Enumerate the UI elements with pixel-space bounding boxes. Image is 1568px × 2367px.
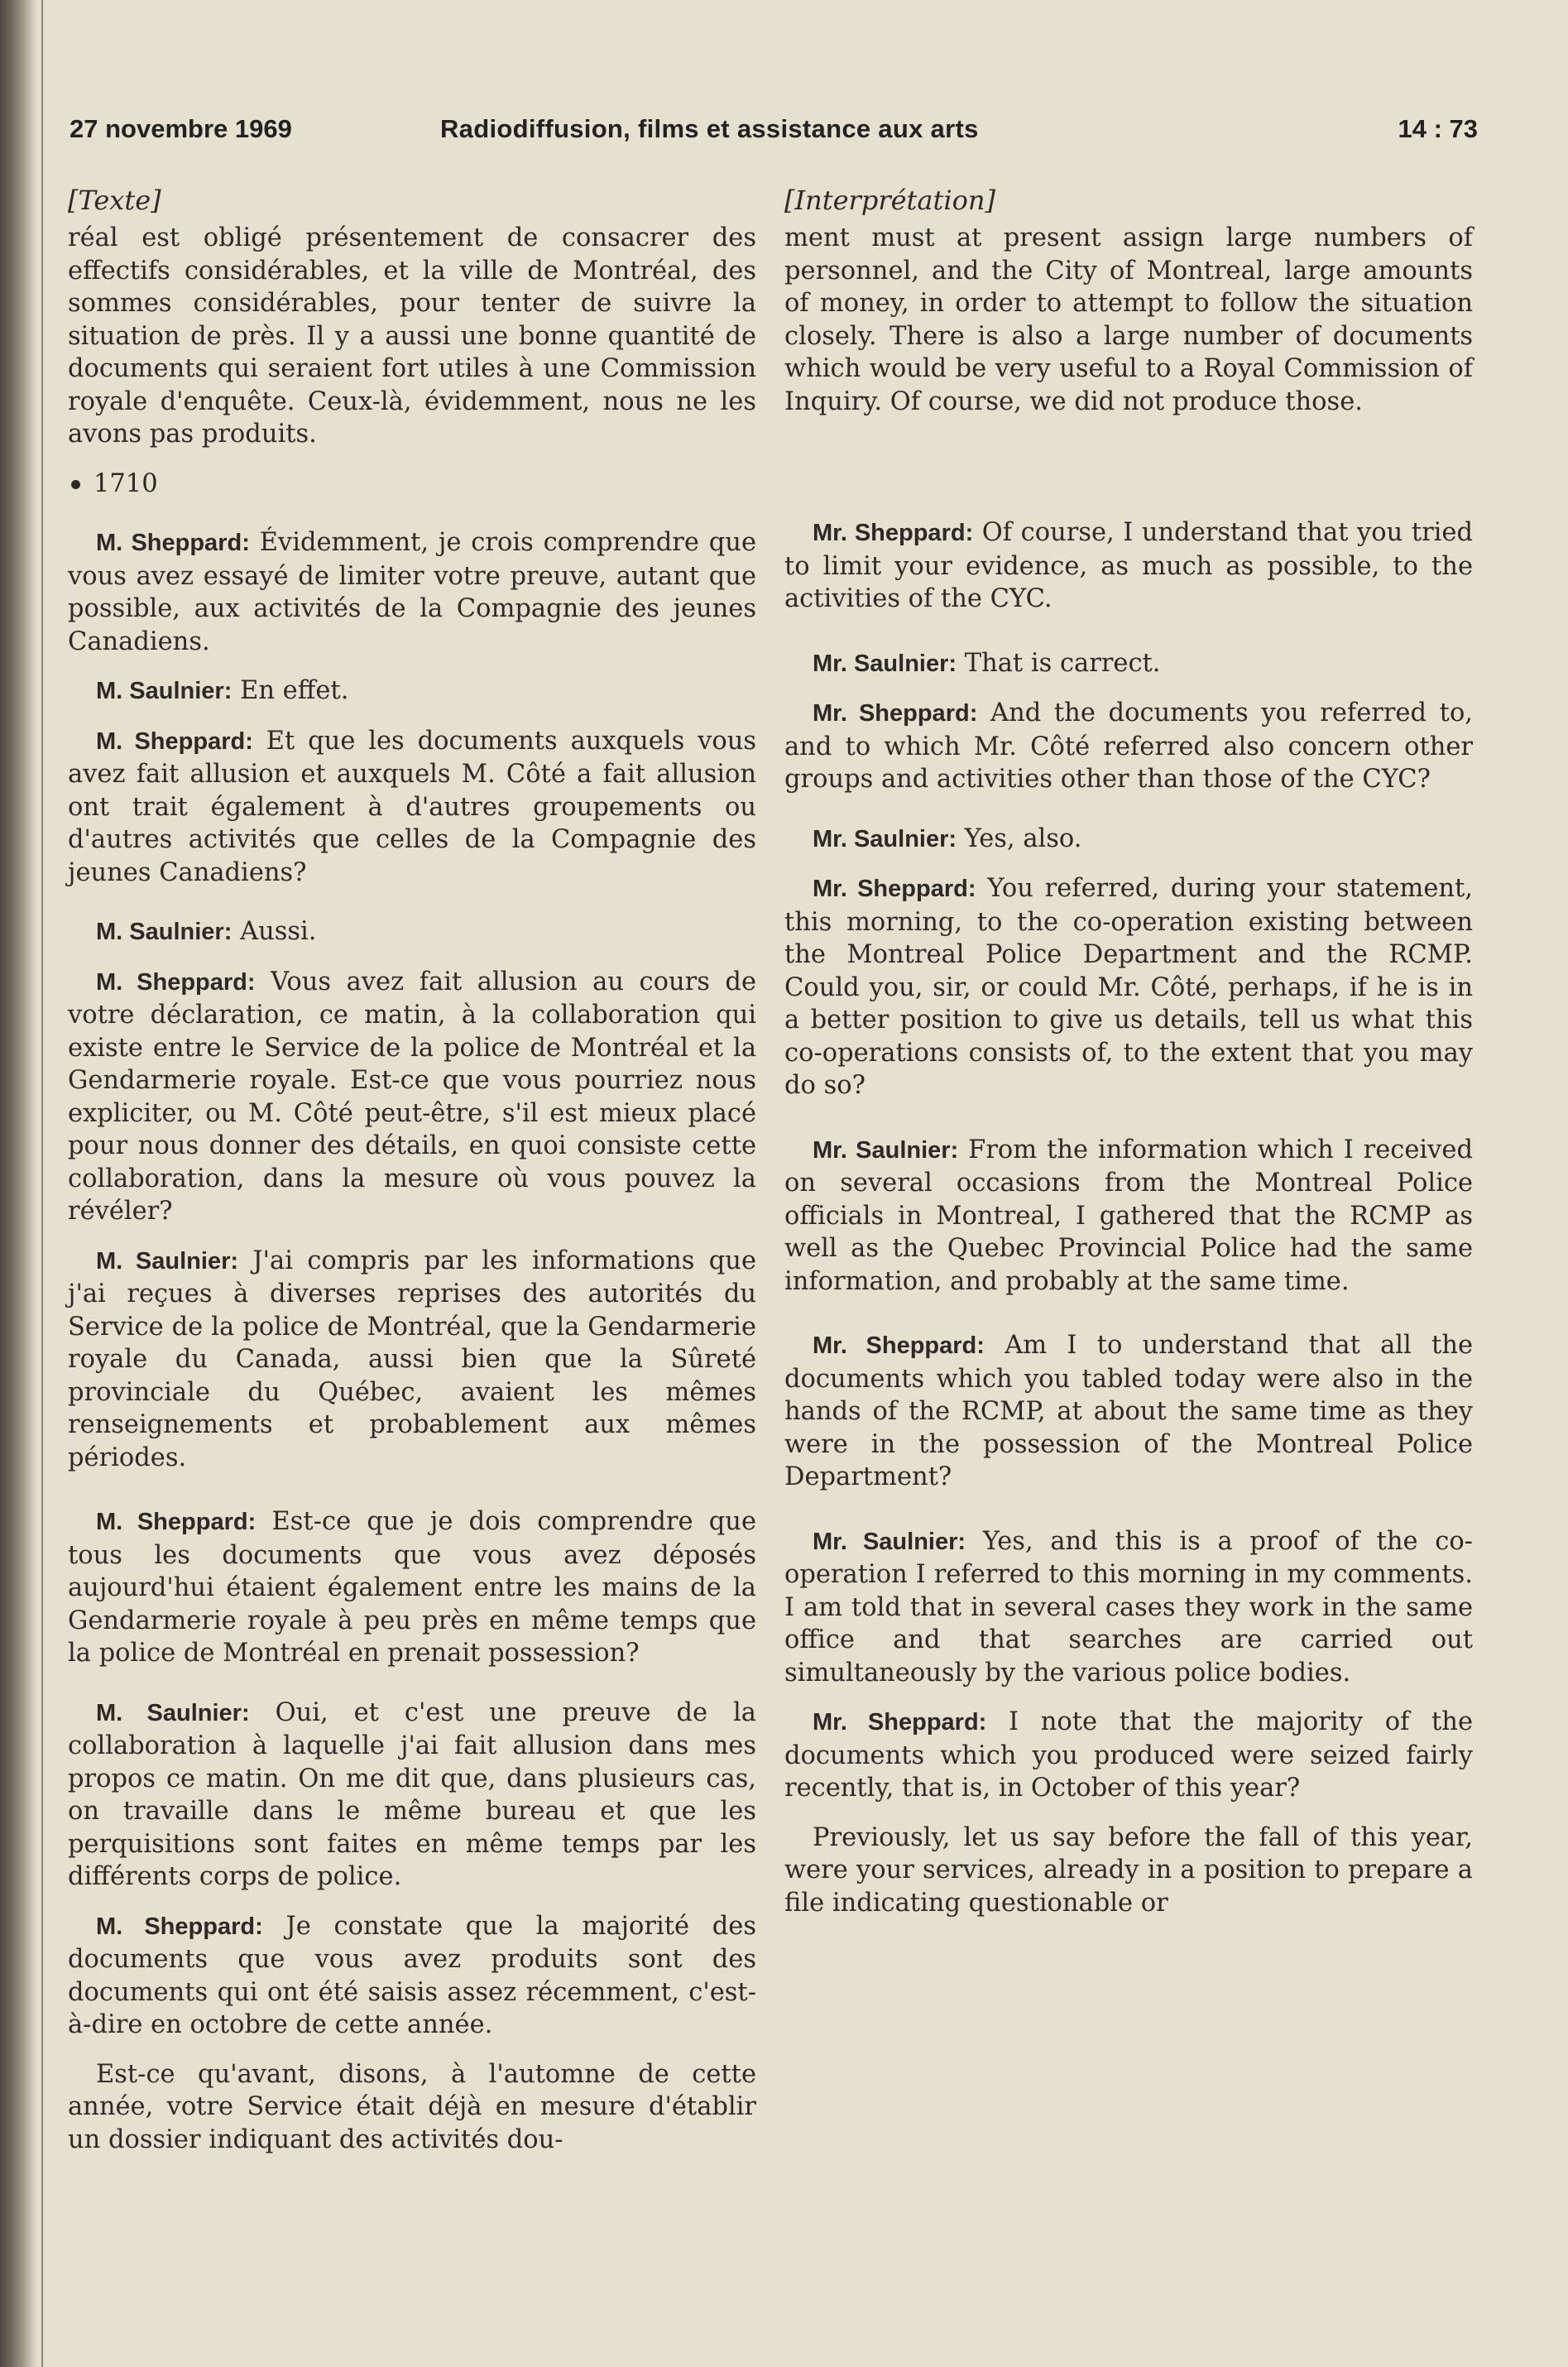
speech-text: That is carrect.: [964, 648, 1161, 678]
speech-text: You referred, during your statement, this morning, to the co-operation existing between the Montreal Police Department and the RCMP. Could you, sir, or could Mr. Côté, perhaps, if he is in a better position to give us details, tell us what this co-operations consists of, to the extent that you may do so?: [784, 874, 1474, 1100]
speech-text: Je constate que la majorité des documents que vous avez produits sont des documents qui ont été saisis assez récemment, c'est-à-dire en octobre de cette année.: [68, 1911, 756, 2039]
speaker-name: M. Sheppard:: [96, 1913, 263, 1940]
dialogue-entry: [68, 725, 756, 890]
speaker-name: Mr. Saulnier:: [813, 1136, 959, 1164]
speaker-name: Mr. Sheppard:: [813, 876, 976, 902]
binding-edge: [41, 0, 43, 2367]
speaker-name: Mr. Saulnier:: [813, 650, 957, 677]
speech-text: Yes, also.: [964, 823, 1082, 853]
speech-text: Aussi.: [240, 917, 317, 946]
speaker-name: Mr. Sheppard:: [813, 520, 974, 546]
column-label-interpretation: [Interprétation]: [784, 185, 995, 216]
dialogue-entry: [784, 1329, 1473, 1494]
speaker-name: M. Saulnier:: [96, 678, 233, 704]
speaker-name: M. Sheppard:: [96, 727, 253, 755]
dialogue-entry: [68, 966, 756, 1228]
dialogue-entry: [68, 1245, 756, 1475]
speaker-name: M. Sheppard:: [96, 1509, 257, 1535]
right-column-english: [784, 184, 1473, 1919]
dialogue-entry: [68, 1697, 756, 1894]
speech-text: J'ai compris par les informations que j'ai reçues à diverses reprises des autorités du Service de la police de Montréal, que la Gendarmerie royale du Canada, aussi bien que la Sûreté provinciale du Québec, avaient les mêmes renseignements et probablement aux mêmes périodes.: [68, 1246, 756, 1472]
time-marker: [68, 468, 756, 501]
intro-paragraph: réal est obligé présentement de consacrer des effectifs considérables, et la ville de Montréal, des sommes considérables, pour tenter de suivre la situation de près. Il y a aussi une bonne quantité de documents qui seraient fort utiles à une Commission royale d'enquête. Ceux-là, évidemment, nous ne les avons pas produits.: [68, 223, 756, 449]
time-marker-label: 1710: [94, 468, 158, 498]
speaker-name: Mr. Sheppard:: [813, 1709, 987, 1736]
speech-text: Of course, I understand that you tried to limit your evidence, as much as possible, to the activities of the CYC.: [784, 518, 1473, 613]
speaker-name: M. Sheppard:: [96, 968, 256, 996]
speaker-name: M. Saulnier:: [96, 1247, 239, 1275]
dialogue-entry: [784, 516, 1473, 616]
column-label-texte: [Texte]: [68, 185, 161, 216]
dialogue-entry: [784, 1134, 1473, 1299]
speech-text: En effet.: [240, 676, 349, 705]
header-date: 27 novembre 1969: [70, 114, 292, 143]
dialogue-entry: [68, 675, 756, 708]
dialogue-entry: [784, 697, 1473, 796]
header-page-number: 14 : 73: [1398, 114, 1478, 143]
dialogue-entry: [784, 647, 1473, 681]
speech-text: Vous avez fait allusion au cours de votre déclaration, ce matin, à la collaboration qui existe entre le Service de la police de Montréal et la Gendarmerie royale. Est-ce que vous pourriez nous expliciter, ou M. Côté peut-être, s'il est mieux placé pour nous donner des détails, en quoi consiste cette collaboration, dans la mesure où vous pouvez la révéler?: [68, 967, 757, 1226]
speech-text: Est-ce que je dois comprendre que tous les documents que vous avez déposés aujourd'hui étaient également entre les mains de la Gendarmerie royale à peu près en même temps que la police de Montréal en prenait possession?: [68, 1507, 756, 1668]
intro-paragraph: ment must at present assign large numbers of personnel, and the City of Montreal, large amounts of money, in order to attempt to follow the situation closely. There is also a large number of documents which would be very useful to a Royal Commission of Inquiry. Of course, we did not produce those.: [784, 223, 1473, 416]
speech-text: Oui, et c'est une preuve de la collaboration à laquelle j'ai fait allusion dans mes propos ce matin. On me dit que, dans plusieurs cas, on travaille dans le même bureau et que les perquisitions sont faites en même temps par les différents corps de police.: [68, 1697, 756, 1891]
speech-text: Am I to understand that all the documents which you tabled today were also in the hands of the RCMP, at about the same time as they were in the possession of the Montreal Police Department?: [784, 1331, 1474, 1491]
page-header: [70, 114, 1478, 156]
speaker-name: M. Sheppard:: [96, 530, 250, 556]
dialogue-entry: [68, 915, 756, 949]
header-title: Radiodiffusion, films et assistance aux arts: [440, 114, 979, 143]
dialogue-entry: [784, 872, 1473, 1102]
speech-text: Et que les documents auxquels vous avez fait allusion et auxquels M. Côté a fait allusion ont trait également à d'autres groupements ou d'autres activités que celles de la Compagnie des jeunes Canadiens?: [68, 726, 756, 887]
bullet-icon: [71, 480, 80, 489]
speaker-name: M. Saulnier:: [96, 1699, 250, 1726]
dialogue-entry: [68, 526, 756, 658]
speaker-name: Mr. Saulnier:: [813, 825, 957, 852]
dialogue-entry: [784, 1525, 1473, 1690]
speech-text: And the documents you referred to, and to which Mr. Côté referred also concern other groups and activities other than those of the CYC?: [784, 699, 1473, 794]
speaker-name: M. Saulnier:: [96, 919, 233, 945]
speaker-name: Mr. Sheppard:: [813, 700, 978, 727]
speech-text: From the information which I received on several occasions from the Montreal Police officials in Montreal, I gathered that the RCMP as well as the Quebec Provincial Police had the same information, and probably at the same time.: [784, 1135, 1473, 1296]
continuation-paragraph: Previously, let us say before the fall of this year, were your services, already in a position to prepare a file indicating questionable or: [784, 1822, 1473, 1918]
left-column-french: [68, 184, 756, 2156]
speech-text: I note that the majority of the documents which you produced were seized fairly recently, that is, in October of this year?: [784, 1707, 1473, 1803]
speaker-name: Mr. Sheppard:: [813, 1332, 985, 1359]
book-binding-shadow: [0, 0, 38, 2367]
speech-text: Évidemment, je crois comprendre que vous avez essayé de limiter votre preuve, autant que possible, aux activités de la Compagnie des jeunes Canadiens.: [68, 528, 756, 656]
dialogue-entry: [68, 1505, 756, 1670]
speech-text: Yes, and this is a proof of the co-operation I referred to this morning in my comments. I am told that in several cases they work in the same office and that searches are carried out simultaneously by the various police bodies.: [784, 1526, 1473, 1688]
dialogue-entry: [784, 823, 1473, 857]
dialogue-entry: [784, 1706, 1473, 1805]
continuation-paragraph: Est-ce qu'avant, disons, à l'automne de cette année, votre Service était déjà en mesure d'établir un dossier indiquant des activités dou-: [68, 2059, 756, 2154]
dialogue-entry: [68, 1910, 756, 2042]
speaker-name: Mr. Saulnier:: [813, 1528, 966, 1555]
